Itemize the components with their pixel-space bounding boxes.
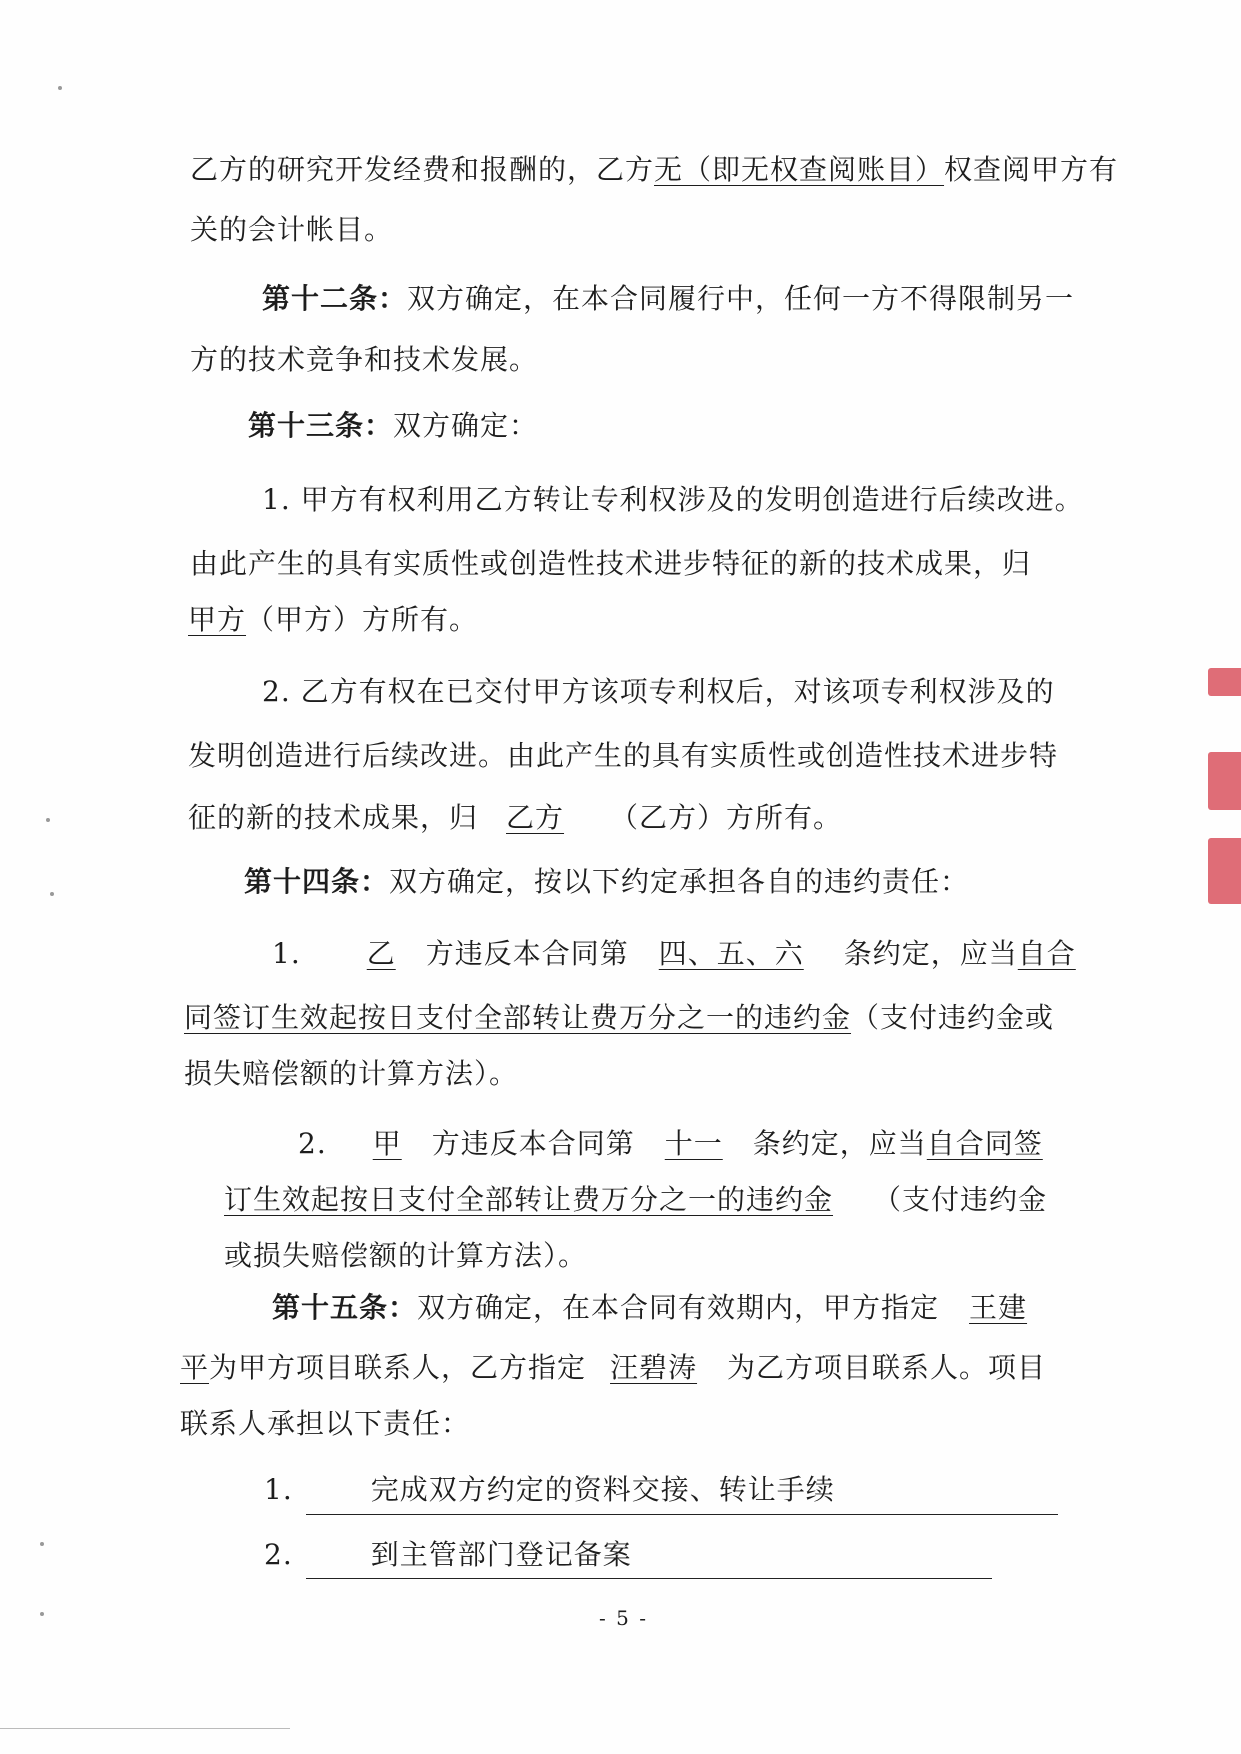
seal-fragment [1208,668,1241,696]
breaching-party-value [317,937,426,970]
item-number: 2. [264,1538,293,1571]
art15-text: 为乙方项目联系人。项目 [727,1351,1047,1384]
art14-text: 条约定，应当 [752,1127,927,1160]
art14-item2-line-1 [298,1124,1043,1164]
scan-speck [46,818,50,822]
art13-owner-value: 甲方 [188,603,247,636]
scan-speck [58,86,62,90]
scan-speck [40,1612,44,1616]
art13-text: 征的新的技术成果，归 [188,801,479,834]
art15-line-1 [272,1288,1027,1328]
art14-item1-line-1 [272,934,1076,974]
art13-owner-text: 乙方 [506,801,565,834]
art15-text: 双方确定，在本合同有效期内，甲方指定 [417,1291,940,1324]
penalty-value: 同签订生效起按日支付全部转让费万分之一的违约金 [184,1001,852,1034]
art13-p2-line-1: 2. 乙方有权在已交付甲方该项专利权后，对该项专利权涉及的 [262,675,1055,708]
art13-text: （乙方）方所有。 [610,801,843,834]
art11-filled-value: 无（即无权查阅账目） [654,153,945,186]
art13-p1-line-1: 1. 甲方有权利用乙方转让专利权涉及的发明创造进行后续改进。 [262,483,1084,516]
item-number: 1. [272,937,301,970]
penalty-text: 订生效起按日支付全部转让费万分之一的违约金 [224,1183,834,1216]
clause-numbers-text: 四、五、六 [658,937,804,970]
art13-text: （甲方）方所有。 [246,603,479,636]
seal-fragment [1208,838,1241,904]
responsibility-text: 完成双方约定的资料交接、转让手续 [370,1473,835,1506]
penalty-value: 自合同签 [926,1127,1043,1160]
art14-heading: 第十四条： [244,865,390,898]
art15-line-3: 联系人承担以下责任： [180,1407,471,1440]
party-b-contact-value [586,1351,727,1384]
breaching-party-text: 乙 [366,937,396,970]
art14-text: （支付违约金 [873,1183,1048,1216]
art13-heading: 第十三条： [248,409,394,442]
art14-item2-line-3: 或损失赔偿额的计算方法）。 [224,1239,588,1272]
party-a-contact-value [939,1291,1027,1324]
clause-numbers-value [635,1127,753,1160]
art13-line-intro [248,406,538,446]
art15-resp-2 [264,1535,632,1575]
art15-resp-1 [264,1470,835,1510]
art11-line-2: 关的会计帐目。 [190,213,394,246]
art13-p2-line-3 [188,798,842,838]
scan-speck [50,892,54,896]
art13-p1-line-3 [188,600,478,640]
art11-line-1 [190,150,1118,190]
art13-p2-line-2: 发明创造进行后续改进。由此产生的具有实质性或创造性技术进步特 [188,739,1059,772]
art14-line-intro [244,862,969,902]
page-number: - 5 - [599,1606,648,1630]
penalty-value: 自合 [1017,937,1076,970]
art12-line-1 [262,279,1074,319]
responsibility-text: 到主管部门登记备案 [370,1538,632,1571]
breaching-party-value [343,1127,432,1160]
art14-item1-line-3: 损失赔偿额的计算方法）。 [184,1057,519,1090]
art15-line-2 [180,1348,1046,1388]
item-number: 1. [264,1473,293,1506]
art12-heading: 第十二条： [262,282,408,315]
art13-intro: 双方确定： [393,409,539,442]
scan-speck [40,1542,44,1546]
art12-text: 双方确定，在本合同履行中，任何一方不得限制另一 [407,282,1075,315]
art13-owner-value [478,801,610,834]
party-a-contact-value: 平 [180,1351,210,1384]
party-a-contact-text: 王建 [969,1291,1028,1324]
art14-text: （支付违约金或 [851,1001,1055,1034]
item-number: 2. [298,1127,327,1160]
seal-fragment [1208,752,1241,810]
scan-edge-line [0,1728,290,1729]
art14-text: 方违反本合同第 [431,1127,635,1160]
penalty-value [224,1183,873,1216]
responsibility-underline [306,1578,992,1579]
party-b-contact-text: 汪碧涛 [610,1351,698,1384]
art11-text: 乙方的研究开发经费和报酬的，乙方 [190,153,655,186]
art12-line-2: 方的技术竞争和技术发展。 [190,343,539,376]
art14-text: 条约定，应当 [843,937,1018,970]
art11-text: 权查阅甲方有 [944,153,1119,186]
art13-p1-line-2: 由此产生的具有实质性或创造性技术进步特征的新的技术成果，归 [190,547,1032,580]
art14-item2-line-2 [224,1180,1047,1220]
art15-heading: 第十五条： [272,1291,418,1324]
breaching-party-text: 甲 [372,1127,402,1160]
art14-intro: 双方确定，按以下约定承担各自的违约责任： [389,865,970,898]
clause-numbers-value [629,937,844,970]
art14-item1-line-2 [184,998,1054,1038]
art14-text: 方违反本合同第 [425,937,629,970]
clause-numbers-text: 十一 [664,1127,723,1160]
responsibility-underline [306,1514,1058,1515]
art15-text: 为甲方项目联系人，乙方指定 [209,1351,587,1384]
